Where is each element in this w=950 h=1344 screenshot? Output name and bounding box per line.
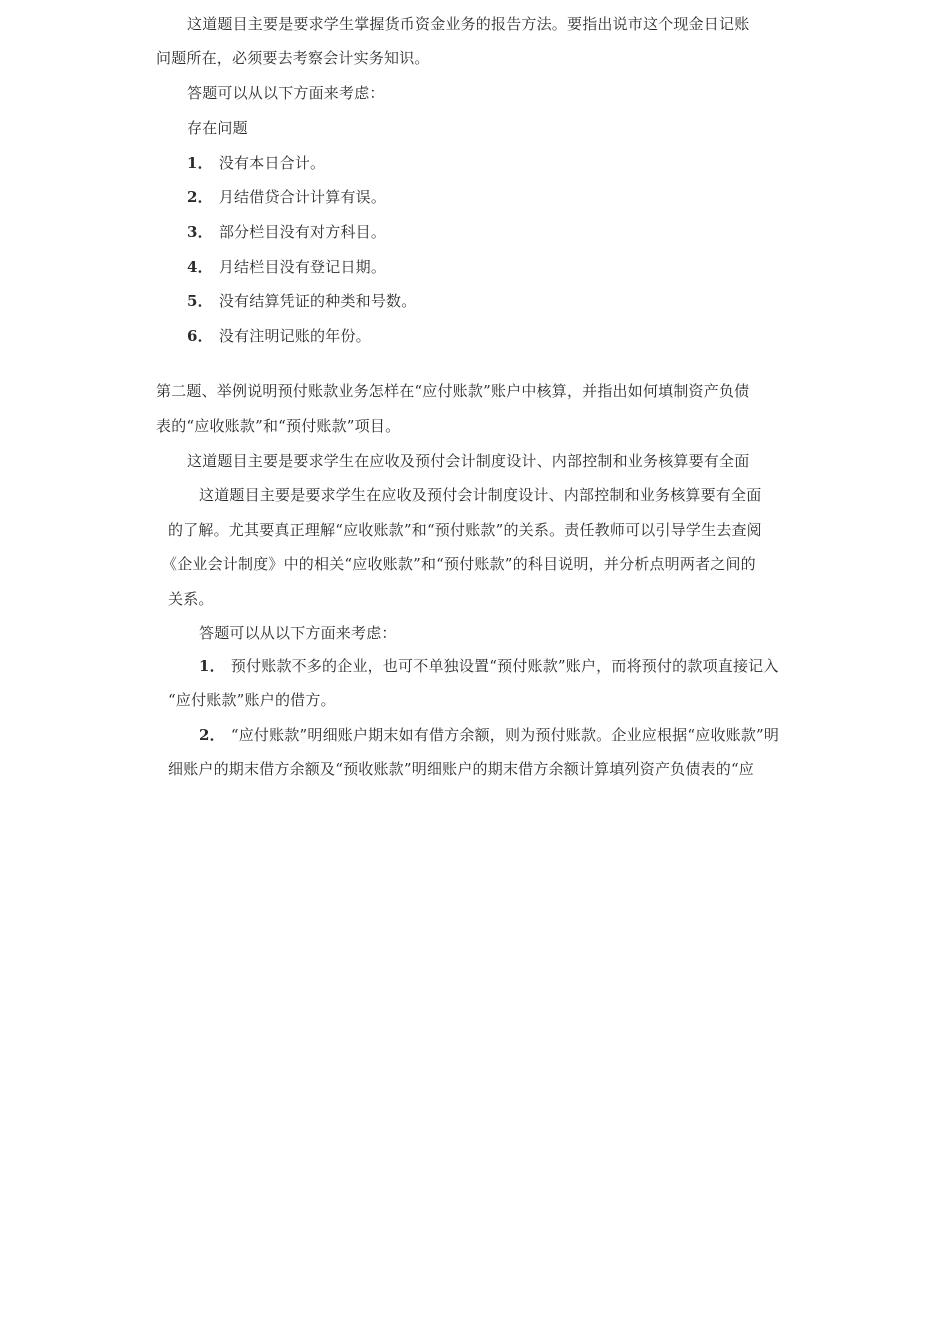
problem-text: 没有本日合计。 bbox=[218, 154, 326, 172]
s1-intro-line1: 这道题目主要是要求学生掌握货币资金业务的报告方法。要指出说市这个现金日记账 bbox=[187, 15, 750, 33]
s2-point1-line2: “应付账款”账户的借方。 bbox=[168, 691, 336, 709]
s1-intro-line2: 问题所在，必须要去考察会计实务知识。 bbox=[156, 49, 430, 67]
problem-text: 月结借贷合计计算有误。 bbox=[218, 188, 387, 206]
problem-text: 没有结算凭证的种类和号数。 bbox=[218, 292, 417, 310]
s2-point1-line1 bbox=[199, 656, 779, 676]
s2-consider: 答题可以从以下方面来考虑： bbox=[199, 624, 397, 642]
s2-question-line1: 第二题、举例说明预付账款业务怎样在“应付账款”账户中核算，并指出如何填制资产负债 bbox=[156, 382, 750, 400]
problem-number: 5． bbox=[187, 292, 213, 310]
problem-item bbox=[187, 187, 386, 207]
problem-item bbox=[187, 291, 416, 311]
s1-problems-heading: 存在问题 bbox=[187, 119, 248, 137]
s2-para-line3: 《企业会计制度》中的相关“应收账款”和“预付账款”的科目说明，并分析点明两者之间的 bbox=[162, 555, 756, 573]
s2-para-line4: 关系。 bbox=[168, 590, 214, 608]
problem-number: 3． bbox=[187, 223, 213, 241]
s2-intro-short: 这道题目主要是要求学生在应收及预付会计制度设计、内部控制和业务核算要有全面 bbox=[187, 452, 750, 470]
problem-item bbox=[187, 222, 386, 242]
s2-point2-line2: 细账户的期末借方余额及“预收账款”明细账户的期末借方余额计算填列资产负债表的“应 bbox=[168, 760, 755, 778]
problem-item bbox=[187, 153, 325, 173]
point-number: 2． bbox=[199, 726, 225, 744]
problem-number: 1． bbox=[187, 154, 213, 172]
problem-text: 部分栏目没有对方科目。 bbox=[218, 223, 387, 241]
problem-text: 没有注明记账的年份。 bbox=[218, 327, 371, 345]
problem-text: 月结栏目没有登记日期。 bbox=[218, 258, 387, 276]
problem-number: 6． bbox=[187, 327, 213, 345]
s2-para-line1: 这道题目主要是要求学生在应收及预付会计制度设计、内部控制和业务核算要有全面 bbox=[199, 486, 762, 504]
problem-number: 4． bbox=[187, 258, 213, 276]
point-text: “应付账款”明细账户期末如有借方余额，则为预付账款。企业应根据“应收账款”明 bbox=[230, 726, 780, 744]
problem-item bbox=[187, 326, 371, 346]
point-number: 1． bbox=[199, 657, 225, 675]
problem-item bbox=[187, 257, 386, 277]
problem-number: 2． bbox=[187, 188, 213, 206]
s2-question-line2: 表的“应收账款”和“预付账款”项目。 bbox=[156, 417, 401, 435]
point-text: 预付账款不多的企业，也可不单独设置“预付账款”账户，而将预付的款项直接记入 bbox=[230, 657, 779, 675]
s2-para-line2: 的了解。尤其要真正理解“应收账款”和“预付账款”的关系。责任教师可以引导学生去查阅 bbox=[168, 521, 762, 539]
s1-consider: 答题可以从以下方面来考虑： bbox=[187, 84, 385, 102]
s2-point2-line1 bbox=[199, 725, 779, 745]
